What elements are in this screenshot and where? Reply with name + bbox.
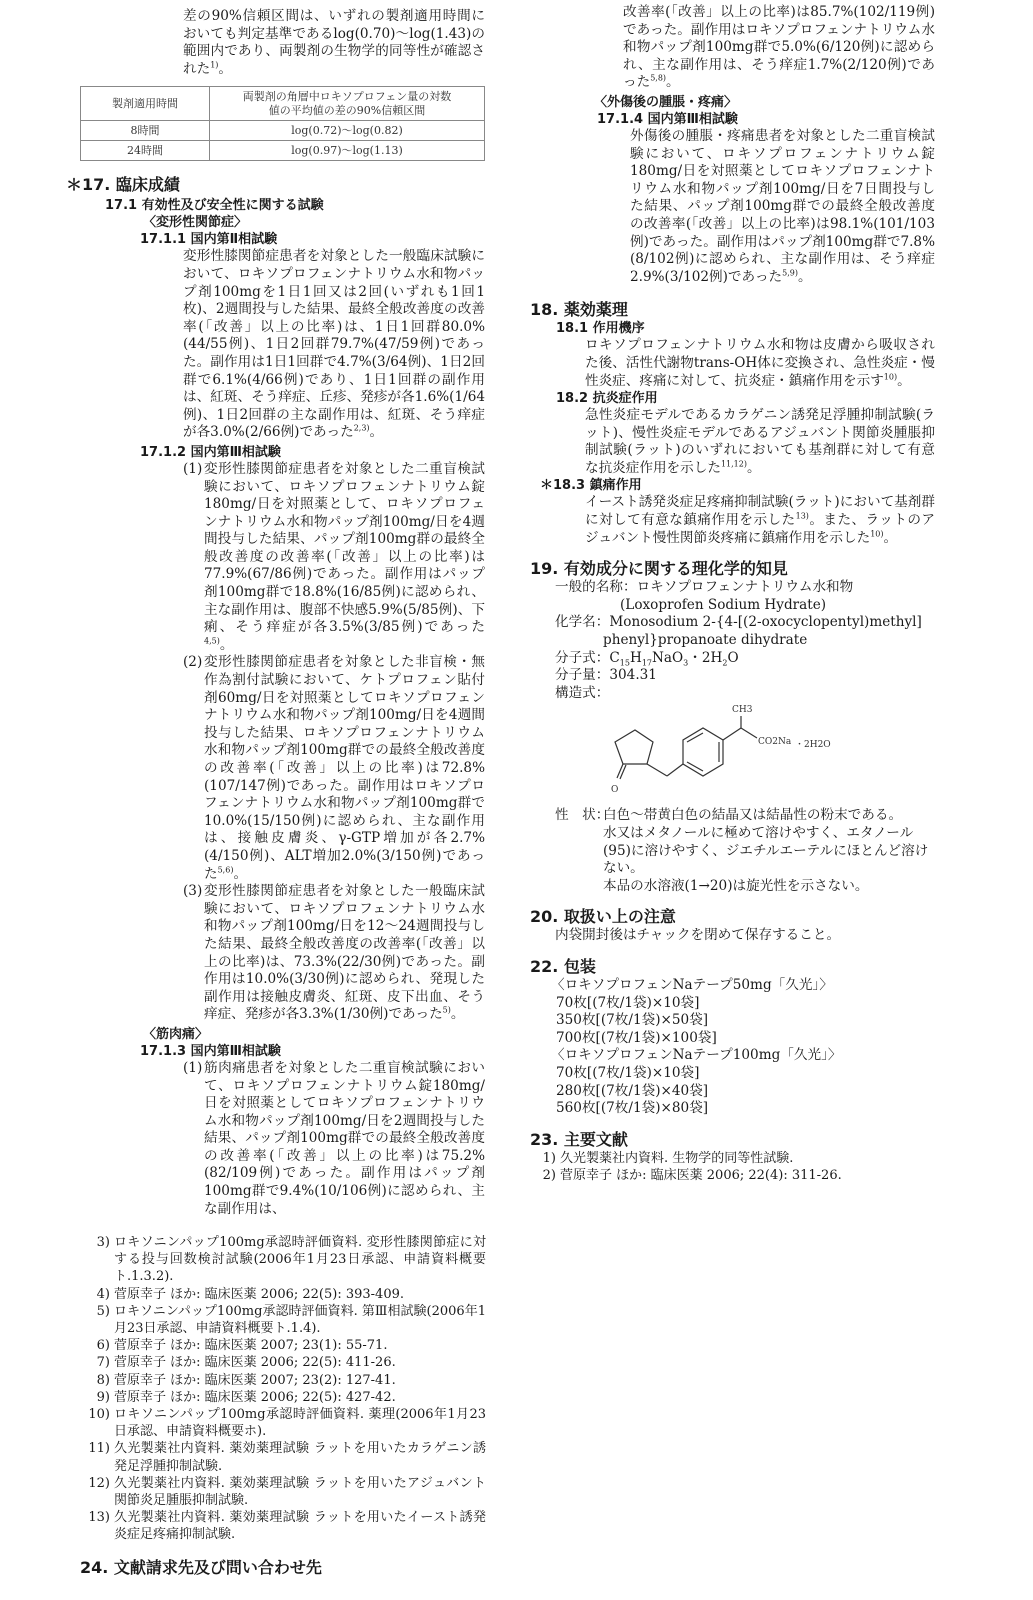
references-part2 [80, 1234, 486, 1578]
reference-item: 6) 菅原幸子 ほか: 臨床医薬 2007; 23(1): 55-71. [96, 1338, 388, 1354]
section-20-title: 20. 取扱い上の注意 [530, 907, 676, 927]
section-17-1-1-text: 変形性膝関節症患者を対象とした一般臨床試験において、ロキソプロフェンナトリウム水和物パップ剤100mgを1日1回又は2回(いずれも1回1枚)、2週間投与した結果、最終全般改善度の改善率(「改善」以上の比率)は、1日1回群80.0%(44/55例)、1日2回群79.7%(47/59例)であった。副作用は1日1回群で4.7%(3/64例)、1日2回群で6.1%(4/66例)であり、1日1回群の副作用は、紅斑、そう痒症、丘疹、発疹が各1.6%(1/64例)、1日2回群の主な副作用は、紅斑、そう痒症が各3.0%(2/66例)であった$^{2,3)}$。 [183, 248, 485, 441]
section-17-1-2-items [183, 461, 485, 1024]
list-item: 700枚[(7枚/1袋)×100袋] [556, 1029, 717, 1046]
water-label: ・2H2O [795, 740, 831, 751]
structural-formula [595, 702, 835, 807]
table-header: 両製剤の角層中ロキソプロフェン量の対数値の平均値の差の90%信頼区間 [210, 87, 485, 121]
section-17-1-3-text: (1) 筋肉痛患者を対象とした二重盲検試験において、ロキソプロフェンナトリウム錠180mg/日を対照薬としてロキソプロフェンナトリウム水和物パップ剤100mg/日を2週間投与した結果、パップ剤100mg群での最終全般改善度の改善率(「改善」以上の比率)は75.2%(82/109例)であった。副作用はパップ剤100mg群で9.4%(10/106例)に認められ、主な副作用は、 [183, 1059, 485, 1217]
physicochemical-info: 一般的名称：ロキソプロフェンナトリウム水和物 (Loxoprofen Sodium Hydrate) 化学名：Monosodium 2-{4-[(2-oxocyclopentyl)methyl] phenyl}propanoate dihydrate 分子式：$C_{15}H_{17}NaO_3$・$2H_2O$ 分子量：304.31 構造式： [555, 579, 922, 701]
list-item: 280枚[(7枚/1袋)×40袋] [556, 1082, 709, 1099]
reference-item: 8) 菅原幸子 ほか: 臨床医薬 2007; 23(2): 127-41. [96, 1372, 396, 1388]
category-trauma: 〈外傷後の腫脹・疼痛〉 [594, 94, 738, 110]
list-item: 350枚[(7枚/1袋)×50袋] [556, 1012, 709, 1029]
reference-item: 4) 菅原幸子 ほか: 臨床医薬 2006; 22(5): 393-409. [96, 1286, 404, 1302]
co2na-label: CO2Na [758, 737, 792, 748]
reference-item: 7) 菅原幸子 ほか: 臨床医薬 2006; 22(5): 411-26. [96, 1355, 396, 1371]
section-17-title: ＊17. 臨床成績 [66, 175, 180, 195]
section-22-title: 22. 包装 [530, 956, 596, 976]
list-item: (3) 変形性膝関節症患者を対象とした一般臨床試験において、ロキソプロフェンナトリウム水和物パップ剤100mg/日を12～24週間投与した結果、最終全般改善度の改善率(「改善」以上の比率)は、73.3%(22/30例)であった。副作用は10.0%(3/30例)に認められ、発現した副作用は接触皮膚炎、紅斑、皮下出血、そう痒症、発疹が各3.3%(1/30例)であった$^{5)}$。 [183, 883, 485, 1023]
package-group-title: 〈ロキソプロフェンNaテープ100mg「久光」〉 [551, 1047, 842, 1064]
section-17-1-1-title: 17.1.1 国内第Ⅱ相試験 [140, 232, 278, 248]
section-20-text: 内袋開封後はチャックを閉めて保存すること。 [555, 927, 841, 944]
reference-item: 5) ロキソニンパップ100mg承認時評価資料. 第Ⅲ相試験(2006年1月23日承認、申請資料概要ト.1.4). [96, 1303, 486, 1337]
category-myalgia: 〈筋肉痛〉 [143, 1026, 209, 1042]
reference-item: 3) ロキソニンパップ100mg承認時評価資料. 変形性膝関節症に対する投与回数検討試験(2006年1月23日承認、申請資料概要ト.1.3.2). [96, 1235, 486, 1285]
properties: 性 状： 白色～帯黄白色の結晶又は結晶性の粉末である。 水又はメタノールに極めて溶けやすく、エタノール(95)に溶けやすく、ジエチルエーテルにほとんど溶けない。 本品の水溶液(1→20)は旋光性を示さない。 [555, 807, 929, 894]
references-part1 [532, 1150, 912, 1184]
packaging-list [551, 977, 938, 1118]
package-group-title: 〈ロキソプロフェンNaテープ50mg「久光」〉 [551, 976, 833, 993]
section-17-1-4-title: 17.1.4 国内第Ⅲ相試験 [597, 111, 738, 127]
section-17-1-4-text: 外傷後の腫脹・疼痛患者を対象とした二重盲検試験において、ロキソプロフェンナトリウム錠180mg/日を対照薬としてロキソプロフェンナトリウム水和物パップ剤100mg/日を7日間投与した結果、パップ剤100mg群での最終全般改善度の改善率(「改善」以上の比率)は98.1%(101/103例)であった。副作用はパップ剤100mg群で7.8%(8/102例)に認められ、主な副作用は、そう痒症2.9%(3/102例)であった$^{5,9)}$。 [630, 127, 935, 285]
section-18-1-title: 18.1 作用機序 [556, 321, 645, 337]
list-item: 560枚[(7枚/1袋)×80袋] [556, 1100, 709, 1117]
section-17-1-3-continued: 改善率(「改善」以上の比率)は85.7%(102/119例)であった。副作用はロキソプロフェンナトリウム水和物パップ剤100mg群で5.0%(6/120例)に認められ、主な副作用は、そう痒症1.7%(2/120例)であった$^{5,8)}$。 [623, 4, 935, 91]
reference-item: 11) 久光製薬社内資料. 薬効薬理試験 ラットを用いたカラゲニン誘発足浮腫抑制試験. [88, 1441, 486, 1474]
section-23-title: 23. 主要文献 [530, 1129, 628, 1149]
bioequivalence-table [80, 86, 485, 161]
table-header: 製剤適用時間 [81, 87, 210, 121]
table-row: 24時間 log(0.97)～log(1.13) [81, 141, 485, 161]
section-17-1-title: 17.1 有効性及び安全性に関する試験 [105, 198, 324, 214]
reference-item: 9) 菅原幸子 ほか: 臨床医薬 2006; 22(5): 427-42. [96, 1389, 396, 1405]
table-row: 8時間 log(0.72)～log(0.82) [81, 121, 485, 141]
section-18-3-text: イースト誘発炎症足疼痛抑制試験(ラット)において基剤群に対して有意な鎮痛作用を示した$^{13)}$。また、ラットのアジュバント慢性関節炎疼痛に鎮痛作用を示した$^{10)}$。 [585, 494, 936, 546]
reference-item: 10) ロキソニンパップ100mg承認時評価資料. 薬理(2006年1月23日承認、申請資料概要ホ). [88, 1407, 486, 1440]
section-18-2-title: 18.2 抗炎症作用 [556, 391, 658, 407]
list-item: (1) 変形性膝関節症患者を対象とした二重盲検試験において、ロキソプロフェンナトリウム錠180mg/日を対照薬として、ロキソプロフェンナトリウム水和物パップ剤100mg/日を4週間投与した結果、パップ剤100mg群の最終全般改善度の改善率(「改善」以上の比率)は77.9%(67/86例)であった。副作用はパップ剤100mg群で18.8%(16/85例)に認められ、主な副作用は、腹部不快感5.9%(5/85例)、下痢、そう痒症が各3.5%(3/85例)であった$^{4,5)}$。 [183, 460, 485, 653]
ch3-label: CH3 [732, 705, 753, 716]
section-19-title: 19. 有効成分に関する理化学的知見 [530, 559, 788, 579]
list-item: 70枚[(7枚/1袋)×10袋] [556, 994, 700, 1011]
reference-item: 12) 久光製薬社内資料. 薬効薬理試験 ラットを用いたアジュバント関節炎足腫脹抑制試験. [88, 1475, 486, 1509]
reference-item: 13) 久光製薬社内資料. 薬効薬理試験 ラットを用いたイースト誘発炎症足疼痛抑制試験. [88, 1510, 486, 1543]
section-17-1-2-title: 17.1.2 国内第Ⅲ相試験 [140, 444, 281, 460]
right-column [530, 4, 938, 1184]
left-column [66, 8, 486, 1218]
reference-item: 1) 久光製薬社内資料. 生物学的同等性試験. [542, 1150, 794, 1166]
section-18-1-text: ロキソプロフェンナトリウム水和物は皮膚から吸収された後、活性代謝物trans-OH体に変換され、急性炎症・慢性炎症、疼痛に対して、抗炎症・鎮痛作用を示す$^{10)}$。 [585, 337, 935, 389]
section-18-3-title: ＊18.3 鎮痛作用 [540, 478, 642, 494]
list-item: 70枚[(7枚/1袋)×10袋] [556, 1064, 700, 1081]
section-18-title: 18. 薬効薬理 [530, 300, 628, 320]
section-24-title: 24. 文献請求先及び問い合わせ先 [80, 1557, 322, 1577]
section-17-1-3-title: 17.1.3 国内第Ⅲ相試験 [140, 1043, 281, 1059]
oxygen-label: O [611, 785, 619, 796]
bioequivalence-text: 差の90%信頼区間は、いずれの製剤適用時間においても判定基準であるlog(0.70)～log(1.43)の範囲内であり、両製剤の生物学的同等性が確認された$^{1)}$。 [183, 8, 485, 77]
reference-item: 2) 菅原幸子 ほか: 臨床医薬 2006; 22(4): 311-26. [542, 1167, 842, 1183]
section-18-2-text: 急性炎症モデルであるカラゲニン誘発足浮腫抑制試験(ラット)、慢性炎症モデルであるアジュバント関節炎腫脹抑制試験(ラット)のいずれにおいても基剤群に対して有意な抗炎症作用を示した$^{11,12)}$。 [585, 407, 935, 476]
list-item: (2) 変形性膝関節症患者を対象とした非盲検・無作為割付試験において、ケトプロフェン貼付剤60mg/日を対照薬としてロキソプロフェンナトリウム水和物パップ剤100mg/日を4週間投与した結果、ロキソプロフェンナトリウム水和物パップ剤100mg群での最終全般改善度の改善率(「改善」以上の比率)は72.8%(107/147例)であった。副作用はロキソプロフェンナトリウム水和物パップ剤100mg群で10.0%(15/150例)に認められ、主な副作用は、接触皮膚炎、γ-GTP増加が各2.7%(4/150例)、ALT増加2.0%(3/150例)であった$^{5,6)}$。 [183, 654, 485, 882]
category-osteoarthritis: 〈変形性関節症〉 [143, 215, 248, 231]
